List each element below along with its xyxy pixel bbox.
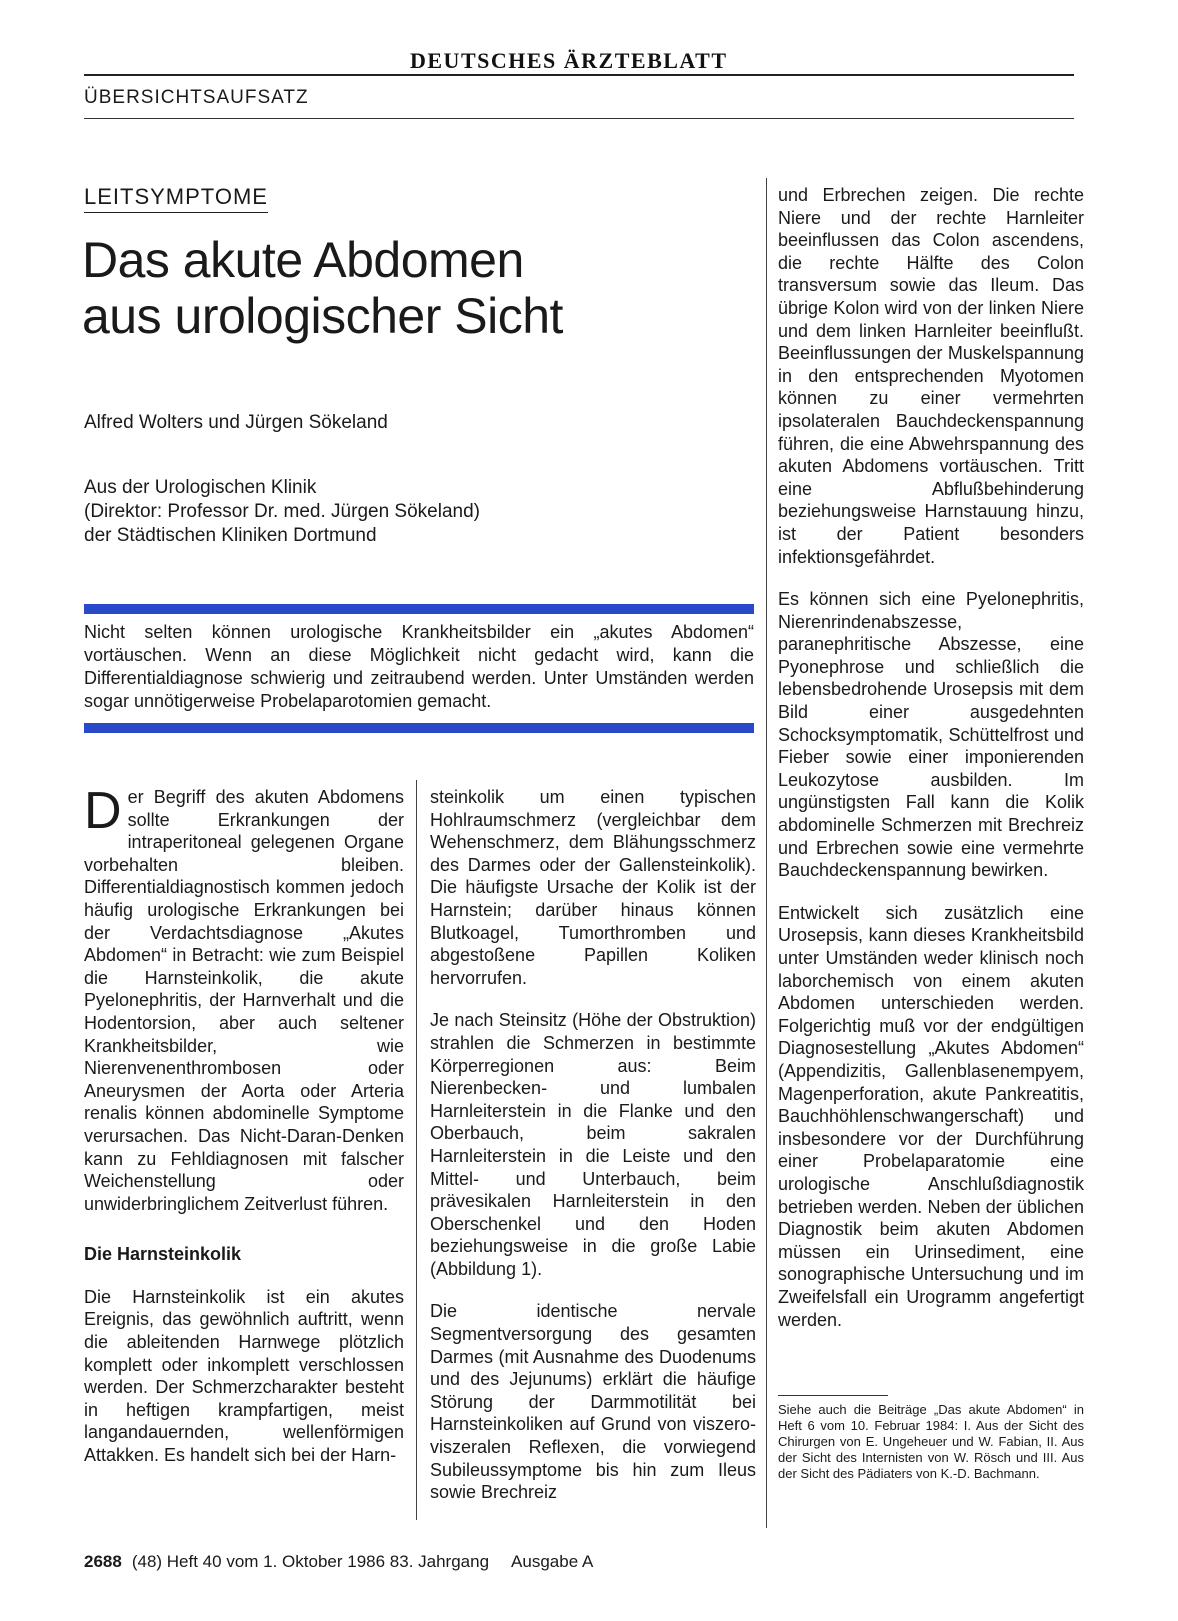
- article-kicker: LEITSYMPTOME: [84, 184, 268, 213]
- body-paragraph: Entwickelt sich zusätzlich eine Urosepsis, kann dieses Krankheitsbild unter Umständen weder klinisch noch laborchemisch von einem akuten Abdomen unterschieden werden. Folgerichtig muß vor der endgültigen Diagnosestellung „Akutes Abdomen“ (Appendizitis, Gallenblasenempyem, Magenperforation, akute Pankreatitis, Bauchhöhlenschwangerschaft) und insbesondere vor der Durchführung einer Probelaparatomie eine urologische Anschlußdiagnostik betrieben werden. Neben der üblichen Diagnostik beim akuten Abdomen müssen ein Urinsediment, eine sonographische Untersuchung und im Zweifelsfall ein Urogramm angefertigt werden.: [778, 902, 1084, 1330]
- edition-label: Ausgabe A: [511, 1552, 594, 1571]
- article-title: [82, 232, 742, 344]
- body-paragraph: Je nach Steinsitz (Höhe der Obstruktion) strahlen die Schmerzen in bestimmte Körperregionen aus: Beim Nierenbecken- und lumbalen Harnleiterstein in die Flanke und den Oberbauch, beim sakralen Harnleiterstein in die Leiste und den Mittel- und Unterbauch, beim prävesikalen Harnleiterstein in den Oberschenkel und den Hoden beziehungsweise in die große Labie (Abbildung 1).: [430, 1010, 756, 1279]
- body-paragraph: und Erbrechen zeigen. Die rechte Niere und der rechte Harnleiter beeinflussen das Colon ascendens, die rechte Hälfte des Colon transversum sowie das Ileum. Das übrige Kolon wird von der linken Niere und dem linken Harnleiter beeinflußt. Beeinflussungen der Muskelspannung in den entsprechenden Myotomen können zu einer vermehrten ipsolateralen Bauchdeckenspannung führen, die eine Abwehrspannung des akuten Abdomens vortäuschen. Tritt eine Abflußbehinderung beziehungsweise Harnstauung hinzu, ist der Patient besonders infektionsgefährdet.: [778, 185, 1084, 567]
- intro-text: er Begriff des akuten Abdomens sollte Erkrankungen der intraperitoneal gelegenen Organe vorbehalten bleiben. Differentialdiagnostisch kommen jedoch häufig urologische Erkrankungen bei der Verdachtsdiagnose „Akutes Abdomen“ in Betracht: wie zum Beispiel die Harnsteinkolik, die akute Pyelonephritis, der Harnverhalt und die Hodentorsion, aber auch seltener Krankheitsbilder, wie Nierenvenenthrombosen oder Aneurysmen der Aorta oder Arteria renalis können abdominelle Symptome verursachen. Das Nicht-Daran-Denken kann zu Fehldiagnosen mit falscher Weichenstellung oder unwiderbringlichem Zeitverlust führen.: [84, 787, 404, 1214]
- body-paragraph: Die Harnsteinkolik ist ein akutes Ereignis, das gewöhnlich auftritt, wenn die ableitenden Harnwege plötzlich komplett oder inkomplett verschlossen werden. Der Schmerzcharakter besteht in heftigen krampfartigen, meist langandauernden, wellenförmigen Attakken. Es handelt sich bei der Harn-: [84, 1286, 404, 1466]
- header-rule-secondary: [84, 118, 1074, 119]
- page-number: 2688: [84, 1552, 122, 1571]
- body-paragraph: Die identische nervale Segmentversorgung des gesamten Darmes (mit Ausnahme des Duodenums und des Jejunums) erklärt die häufige Störung der Darmmotilität bei Harnsteinkoliken auf Grund von viszero-viszeralen Reflexen, die vorwiegend Subileussymptome bis hin zum Ileus sowie Brechreiz: [430, 1301, 756, 1503]
- affiliation-line: (Direktor: Professor Dr. med. Jürgen Sökeland): [84, 501, 480, 522]
- footnote-rule: [778, 1395, 888, 1396]
- section-heading: Die Harnsteinkolik: [84, 1244, 242, 1265]
- section-label: ÜBERSICHTSAUFSATZ: [84, 87, 309, 108]
- affiliation-line: Aus der Urologischen Klinik: [84, 477, 317, 498]
- body-column-1: [84, 782, 404, 1487]
- affiliation-line: der Städtischen Kliniken Dortmund: [84, 525, 377, 546]
- article-abstract: Nicht selten können urologische Krankheitsbilder ein „akutes Abdomen“ vortäuschen. Wenn an diese Möglichkeit nicht gedacht wird, kann die Differentialdiagnose schwierig und zeitraubend werden. Unter Umständen werden sogar unnötigerweise Probelaparotomien gemacht.: [84, 622, 754, 711]
- title-line-1: Das akute Abdomen: [82, 232, 524, 288]
- header-rule: [84, 74, 1074, 76]
- abstract-bar-bottom: [84, 723, 754, 733]
- article-authors: Alfred Wolters und Jürgen Sökeland: [84, 412, 388, 433]
- drop-cap: D: [84, 782, 122, 840]
- issue-info: (48) Heft 40 vom 1. Oktober 1986 83. Jahrgang: [131, 1552, 490, 1571]
- body-paragraph: steinkolik um einen typischen Hohlraumschmerz (vergleichbar dem Wehenschmerz, dem Blähungsschmerz des Darmes oder der Gallensteinkolik). Die häufigste Ursache der Kolik ist der Harnstein; darüber hinaus können Blutkoagel, Tumorthromben und abgestoßene Papillen Koliken hervorrufen.: [430, 787, 756, 988]
- body-paragraph: Es können sich eine Pyelonephritis, Nierenrindenabszesse, paranephritische Abszesse, eine Pyonephrose und schließlich die lebensbedrohende Urosepsis mit dem Bild einer ausgedehnten Schocksymptomatik, Schüttelfrost und Fieber sowie einer imponierenden Leukozytose ausbilden. Im ungünstigsten Fall kann die Kolik abdominelle Schmerzen mit Brechreiz und Erbrechen sowie eine vermehrte Bauchdeckenspannung bewirken.: [778, 589, 1084, 881]
- body-paragraph: [84, 782, 404, 1215]
- article-affiliation: [84, 476, 480, 548]
- body-column-3: [778, 184, 1084, 1351]
- page-footer: [84, 1552, 593, 1572]
- footnote: Siehe auch die Beiträge „Das akute Abdomen“ in Heft 6 vom 10. Februar 1984: I. Aus der Sicht des Chirurgen von E. Ungeheuer und W. Fabian, II. Aus der Sicht des Internisten von W. Rösch und III. Aus der Sicht des Pädiaters von K.-D. Bachmann.: [778, 1402, 1084, 1481]
- column-divider: [766, 178, 767, 1528]
- masthead: DEUTSCHES ÄRZTEBLATT: [410, 48, 728, 73]
- abstract-bar-top: [84, 604, 754, 614]
- column-divider: [416, 780, 417, 1520]
- body-column-2: [430, 786, 756, 1524]
- title-line-2: aus urologischer Sicht: [82, 288, 563, 344]
